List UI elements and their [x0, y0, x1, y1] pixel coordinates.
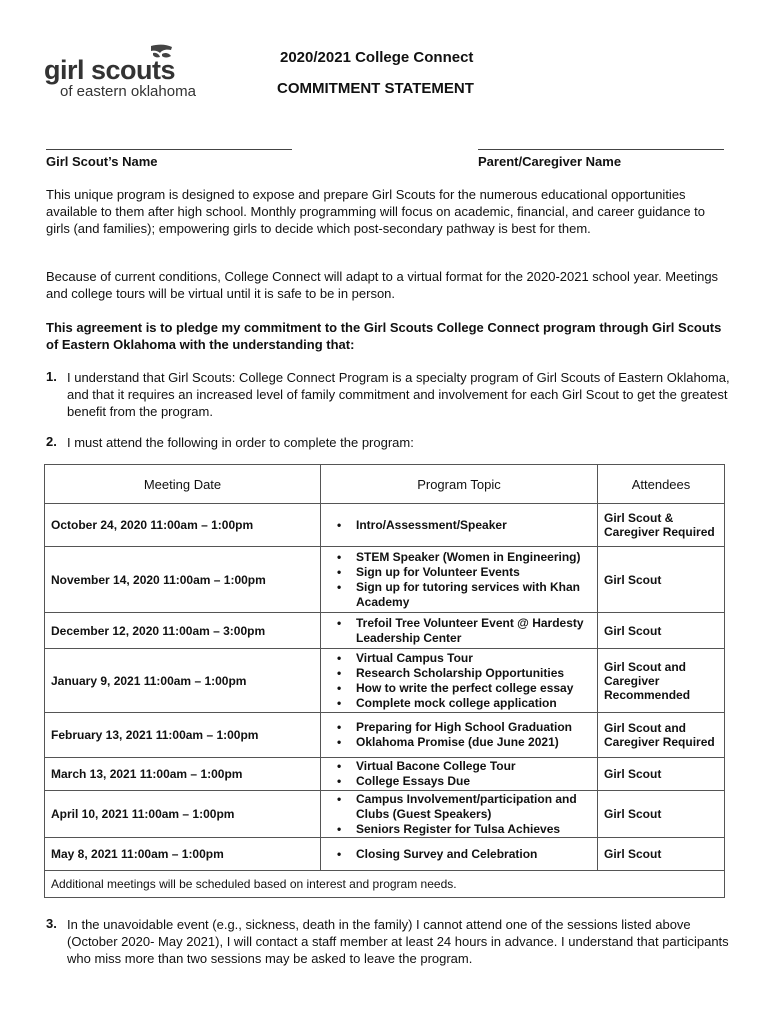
program-topic	[321, 613, 598, 649]
table-row	[45, 613, 725, 649]
table-row	[45, 791, 725, 838]
table-row	[45, 838, 725, 871]
virtual-format-paragraph: Because of current conditions, College Connect will adapt to a virtual format for the 2020-2021 school year. Meetings and college tours will be virtual until it is safe to be in person.	[46, 269, 719, 301]
attendees: Girl Scout and Caregiver Required	[598, 713, 725, 758]
agreement-paragraph: This agreement is to pledge my commitment to the Girl Scouts College Connect program through Girl Scouts of Eastern Oklahoma with the understanding that:	[46, 320, 722, 352]
logo-line-1: girl scouts	[44, 55, 176, 85]
table-header-row	[45, 465, 725, 504]
attendees: Girl Scout & Caregiver Required	[598, 504, 725, 547]
attendees: Girl Scout and Caregiver Recommended	[598, 649, 725, 713]
meeting-date: November 14, 2020 11:00am – 1:00pm	[45, 547, 321, 613]
attendees: Girl Scout	[598, 838, 725, 871]
topic-item: • Research Scholarship Opportunities	[333, 666, 591, 681]
topic-item: • Trefoil Tree Volunteer Event @ Hardesty Leadership Center	[333, 616, 591, 646]
program-topic	[321, 758, 598, 791]
meeting-date: January 9, 2021 11:00am – 1:00pm	[45, 649, 321, 713]
attendees: Girl Scout	[598, 791, 725, 838]
girl-scout-name-label: Girl Scout’s Name	[46, 154, 158, 169]
program-topic	[321, 547, 598, 613]
item-text: In the unavoidable event (e.g., sickness, death in the family) I cannot attend one of the sessions listed above (October 2020- May 2021), I will contact a staff member at least 24 hours in advance. I understand that participants who miss more than two sessions may be asked to leave the program.	[67, 917, 729, 966]
topic-item: • Intro/Assessment/Speaker	[333, 518, 591, 533]
table-row	[45, 547, 725, 613]
meeting-date: February 13, 2021 11:00am – 1:00pm	[45, 713, 321, 758]
organization-logo	[44, 44, 214, 104]
table-row	[45, 504, 725, 547]
item-number: 1.	[46, 369, 57, 384]
column-header: Program Topic	[321, 465, 598, 504]
program-topic	[321, 713, 598, 758]
parent-signature-line[interactable]	[478, 149, 724, 150]
attendees: Girl Scout	[598, 547, 725, 613]
meeting-date: October 24, 2020 11:00am – 1:00pm	[45, 504, 321, 547]
topic-item: • Complete mock college application	[333, 696, 591, 711]
logo-line-2: of eastern oklahoma	[60, 83, 196, 100]
girl-scout-signature-line[interactable]	[46, 149, 292, 150]
topic-item: • Virtual Bacone College Tour	[333, 759, 591, 774]
topic-item: • Sign up for tutoring services with Khan Academy	[333, 580, 591, 610]
topic-item: • Closing Survey and Celebration	[333, 847, 591, 862]
column-header: Attendees	[598, 465, 725, 504]
schedule-table	[44, 464, 725, 898]
page-subtitle: COMMITMENT STATEMENT	[277, 80, 474, 97]
topic-item: • Seniors Register for Tulsa Achieves	[333, 822, 591, 837]
program-topic	[321, 649, 598, 713]
item-number: 3.	[46, 916, 57, 931]
item-text: I understand that Girl Scouts: College Connect Program is a specialty program of Girl Scouts of Eastern Oklahoma, and that it requires an increased level of family commitment and involvement for each Girl Scout to get the greatest benefit from the program.	[67, 370, 730, 419]
topic-item: • Campus Involvement/participation and Clubs (Guest Speakers)	[333, 792, 591, 822]
attendees: Girl Scout	[598, 613, 725, 649]
topic-item: • Sign up for Volunteer Events	[333, 565, 591, 580]
item-number: 2.	[46, 434, 57, 449]
table-footnote: Additional meetings will be scheduled based on interest and program needs.	[45, 871, 725, 898]
table-row	[45, 713, 725, 758]
meeting-date: May 8, 2021 11:00am – 1:00pm	[45, 838, 321, 871]
meeting-date: December 12, 2020 11:00am – 3:00pm	[45, 613, 321, 649]
table-footer-row	[45, 871, 725, 898]
program-topic	[321, 504, 598, 547]
topic-item: • STEM Speaker (Women in Engineering)	[333, 550, 591, 565]
column-header: Meeting Date	[45, 465, 321, 504]
topic-item: • College Essays Due	[333, 774, 591, 789]
parent-name-label: Parent/Caregiver Name	[478, 154, 622, 169]
intro-paragraph: This unique program is designed to expose and prepare Girl Scouts for the numerous educational opportunities available to them after high school. Monthly programming will focus on academic, financial, and career guidance to girls (and families); empowering girls to decide which post-secondary pathway is best for them.	[46, 187, 706, 236]
table-row	[45, 758, 725, 791]
topic-item: • Virtual Campus Tour	[333, 651, 591, 666]
topic-item: • Preparing for High School Graduation	[333, 720, 591, 735]
meeting-date: March 13, 2021 11:00am – 1:00pm	[45, 758, 321, 791]
table-row	[45, 649, 725, 713]
program-topic	[321, 838, 598, 871]
item-text: I must attend the following in order to complete the program:	[67, 435, 414, 450]
attendees: Girl Scout	[598, 758, 725, 791]
program-topic	[321, 791, 598, 838]
topic-item: • How to write the perfect college essay	[333, 681, 591, 696]
topic-item: • Oklahoma Promise (due June 2021)	[333, 735, 591, 750]
page-title: 2020/2021 College Connect	[280, 49, 474, 66]
meeting-date: April 10, 2021 11:00am – 1:00pm	[45, 791, 321, 838]
